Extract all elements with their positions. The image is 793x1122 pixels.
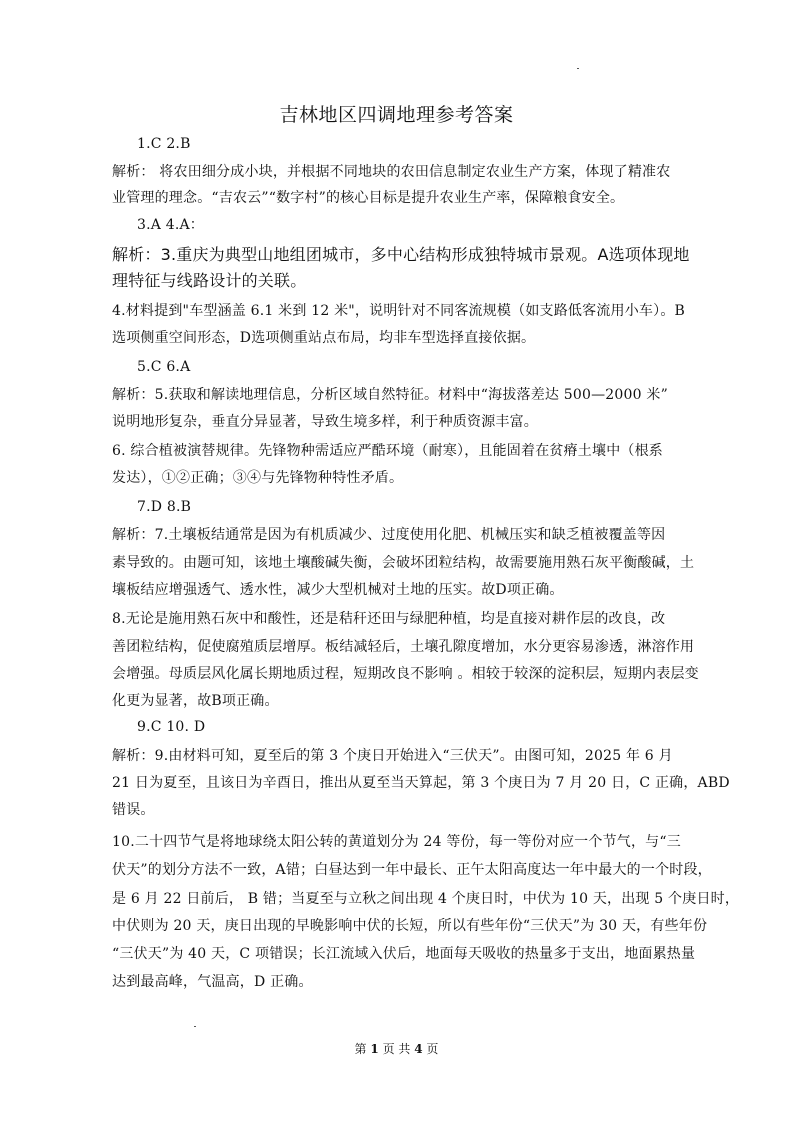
text-line: 6. 综合植被演替规律。先锋物种需适应严酷环境（耐寒），且能固着在贫瘠土壤中（根系 xyxy=(112,443,664,459)
text-line: 10.二十四节气是将地球绕太阳公转的黄道划分为 24 等份，每一等份对应一个节气，与“三 xyxy=(112,834,681,850)
text-line: 达到最高峰，气温高，D 正确。 xyxy=(112,974,313,990)
scan-speck xyxy=(577,68,579,69)
scan-speck xyxy=(194,1026,196,1027)
answer-line: 5.C 6.A xyxy=(137,359,191,375)
text-line: 解析：9.由材料可知，夏至后的第 3 个庚日开始进入“三伏天”。由图可知，2025 年 6 月 xyxy=(112,748,673,764)
text-line: 理特征与线路设计的关联。 xyxy=(112,271,307,290)
text-line: 4.材料提到"车型涵盖 6.1 米到 12 米"，说明针对不同客流规模（如支路低客流用小车）。B xyxy=(112,303,686,319)
current-page-number: 1 xyxy=(370,1042,379,1056)
page-title: 吉林地区四调地理参考答案 xyxy=(279,104,514,126)
text-line: 善团粒结构，促使腐殖质层增厚。板结减轻后，土壤孔隙度增加，水分更容易渗透，淋溶作用 xyxy=(112,639,695,655)
text-line: 伏天”的划分方法不一致，A错；白昼达到一年中最长、正午太阳高度达一年中最大的一个时段， xyxy=(112,862,712,878)
total-page-count: 4 xyxy=(414,1042,423,1056)
footer-middle: 页 共 xyxy=(382,1042,411,1056)
page-footer xyxy=(0,1041,793,1057)
text-line: 解析：5.获取和解读地理信息，分析区域自然特征。材料中“海拔落差达 500—2000 米” xyxy=(112,387,668,403)
text-line: 壤板结应增强透气、透水性，减少大型机械对土地的压实。故D项正确。 xyxy=(112,582,564,598)
text-line: “三伏天”为 40 天，C 项错误；长江流域入伏后，地面每天吸收的热量多于支出，地面累热量 xyxy=(112,946,696,962)
answer-line: 7.D 8.B xyxy=(137,499,192,515)
answer-line: 1.C 2.B xyxy=(137,136,191,152)
answer-line: 3.A 4.A： xyxy=(137,217,204,233)
answer-line: 9.C 10. D xyxy=(137,719,206,735)
text-line: 8.无论是施用熟石灰中和酸性，还是秸秆还田与绿肥种植，均是直接对耕作层的改良，改 xyxy=(112,611,666,627)
text-line: 中伏则为 20 天，庚日出现的早晚影响中伏的长短，所以有些年份“三伏天”为 30 天，有些年份 xyxy=(112,918,708,934)
text-line: 是 6 月 22 日前后， B 错；当夏至与立秋之间出现 4 个庚日时，中伏为 10 天，出现 5 个庚日时， xyxy=(112,891,740,907)
text-line: 说明地形复杂，垂直分异显著，导致生境多样，利于种质资源丰富。 xyxy=(112,414,538,430)
text-line: 业管理的理念。“吉农云”“数字村”的核心目标是提升农业生产率，保障粮食安全。 xyxy=(112,190,625,206)
text-line: 解析：3.重庆为典型山地组团城市，多中心结构形成独特城市景观。A选项体现地 xyxy=(112,245,690,264)
text-line: 会增强。母质层风化属长期地质过程，短期改良不影响 。相较于较深的淀积层，短期内表层变 xyxy=(112,666,699,682)
footer-suffix: 页 xyxy=(426,1042,439,1056)
text-line: 素导致的。由题可知，该地土壤酸碱失衡，会破坏团粒结构，故需要施用熟石灰平衡酸碱，土 xyxy=(112,555,695,571)
text-line: 解析： 将农田细分成小块，并根据不同地块的农田信息制定农业生产方案，体现了精准农 xyxy=(112,164,671,180)
text-line: 错误。 xyxy=(112,802,155,818)
footer-prefix: 第 xyxy=(354,1042,367,1056)
text-line: 选项侧重空间形态，D选项侧重站点布局，均非车型选择直接依据。 xyxy=(112,330,536,346)
text-line: 21 日为夏至，且该日为辛酉日，推出从夏至当天算起，第 3 个庚日为 7 月 20 日，C 正确，ABD xyxy=(112,775,730,791)
text-line: 发达），①②正确；③④与先锋物种特性矛盾。 xyxy=(112,470,404,486)
text-line: 解析：7.土壤板结通常是因为有机质减少、过度使用化肥、机械压实和缺乏植被覆盖等因 xyxy=(112,527,666,543)
text-line: 化更为显著，故B项正确。 xyxy=(112,693,279,709)
